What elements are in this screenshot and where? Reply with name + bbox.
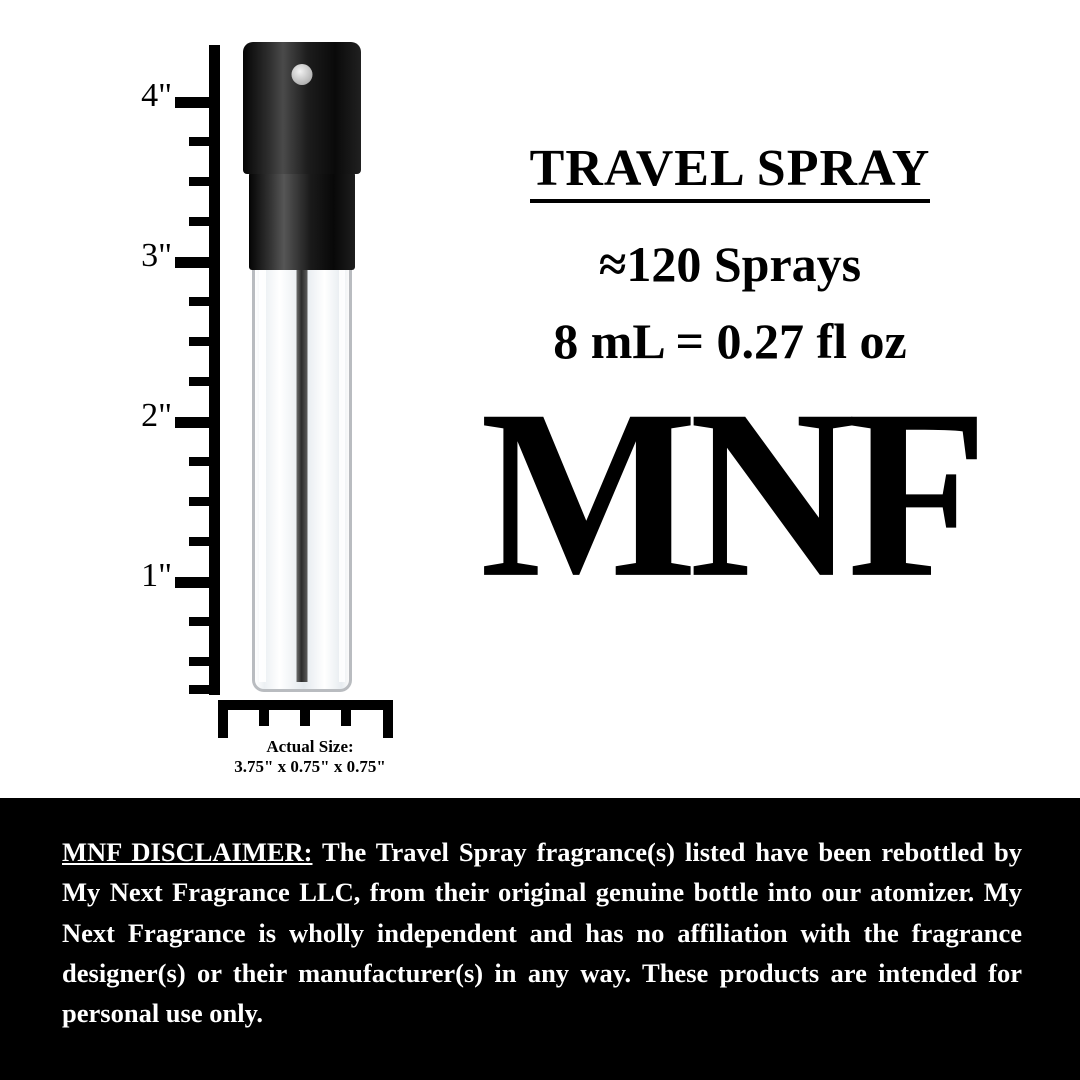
ruler-tick-minor bbox=[189, 657, 209, 666]
bottle-cap bbox=[243, 42, 361, 174]
disclaimer-body: The Travel Spray fragrance(s) listed have been rebottled by My Next Fragrance LLC, from their original genuine bottle into our atomizer. My Next Fragrance is wholly independent and has no affiliation with the fragrance designer(s) or their manufacturer(s) in any way. These products are intended for personal use only. bbox=[62, 837, 1022, 1029]
ruler-tick-minor bbox=[189, 177, 209, 186]
ruler-spine bbox=[209, 45, 220, 695]
ruler-label-3in: 3" bbox=[141, 237, 172, 274]
ruler-tick-minor bbox=[189, 217, 209, 226]
mnf-logo: MNF bbox=[480, 359, 980, 628]
title-wrapper bbox=[430, 140, 1030, 203]
ruler-tick-major bbox=[175, 417, 209, 428]
page-title: TRAVEL SPRAY bbox=[530, 140, 931, 203]
hruler-tick-major bbox=[383, 710, 393, 738]
bottle-collar bbox=[249, 172, 355, 270]
disclaimer-bar bbox=[0, 798, 1080, 1080]
ruler-tick-major bbox=[175, 257, 209, 268]
ruler-label-2in: 2" bbox=[141, 397, 172, 434]
hruler-tick-minor bbox=[300, 710, 310, 726]
actual-size-dimensions: 3.75" x 0.75" x 0.75" bbox=[234, 757, 386, 776]
ruler-label-1in: 1" bbox=[141, 557, 172, 594]
ruler-tick-minor bbox=[189, 497, 209, 506]
ruler-tick-minor bbox=[189, 297, 209, 306]
volume-text: 8 mL = 0.27 fl oz bbox=[553, 313, 907, 370]
horizontal-ruler-spine bbox=[218, 700, 393, 710]
ruler-tick-minor bbox=[189, 337, 209, 346]
product-info-column bbox=[430, 140, 1030, 628]
vertical-ruler bbox=[141, 45, 220, 695]
hruler-tick-major bbox=[218, 710, 228, 738]
spray-count: ≈120 Sprays bbox=[598, 236, 862, 293]
ruler-tick-minor bbox=[189, 685, 209, 694]
ruler-label-4in: 4" bbox=[141, 77, 172, 114]
ruler-tick-minor bbox=[189, 377, 209, 386]
glass-highlight-right bbox=[339, 270, 345, 682]
horizontal-ruler bbox=[218, 700, 393, 736]
travel-spray-bottle bbox=[243, 42, 361, 692]
ruler-tick-minor bbox=[189, 537, 209, 546]
ruler-tick-major bbox=[175, 97, 209, 108]
bottle-dip-tube bbox=[297, 242, 308, 682]
actual-size-label: Actual Size: bbox=[266, 737, 354, 756]
ruler-tick-minor bbox=[189, 457, 209, 466]
ruler-tick-minor bbox=[189, 137, 209, 146]
cap-nozzle-icon bbox=[292, 64, 313, 85]
disclaimer-text bbox=[62, 832, 1022, 1033]
disclaimer-label: MNF DISCLAIMER: bbox=[62, 837, 313, 867]
glass-highlight-left bbox=[259, 270, 266, 682]
ruler-tick-major bbox=[175, 577, 209, 588]
hruler-tick-minor bbox=[341, 710, 351, 726]
hruler-tick-minor bbox=[259, 710, 269, 726]
ruler-tick-minor bbox=[189, 617, 209, 626]
